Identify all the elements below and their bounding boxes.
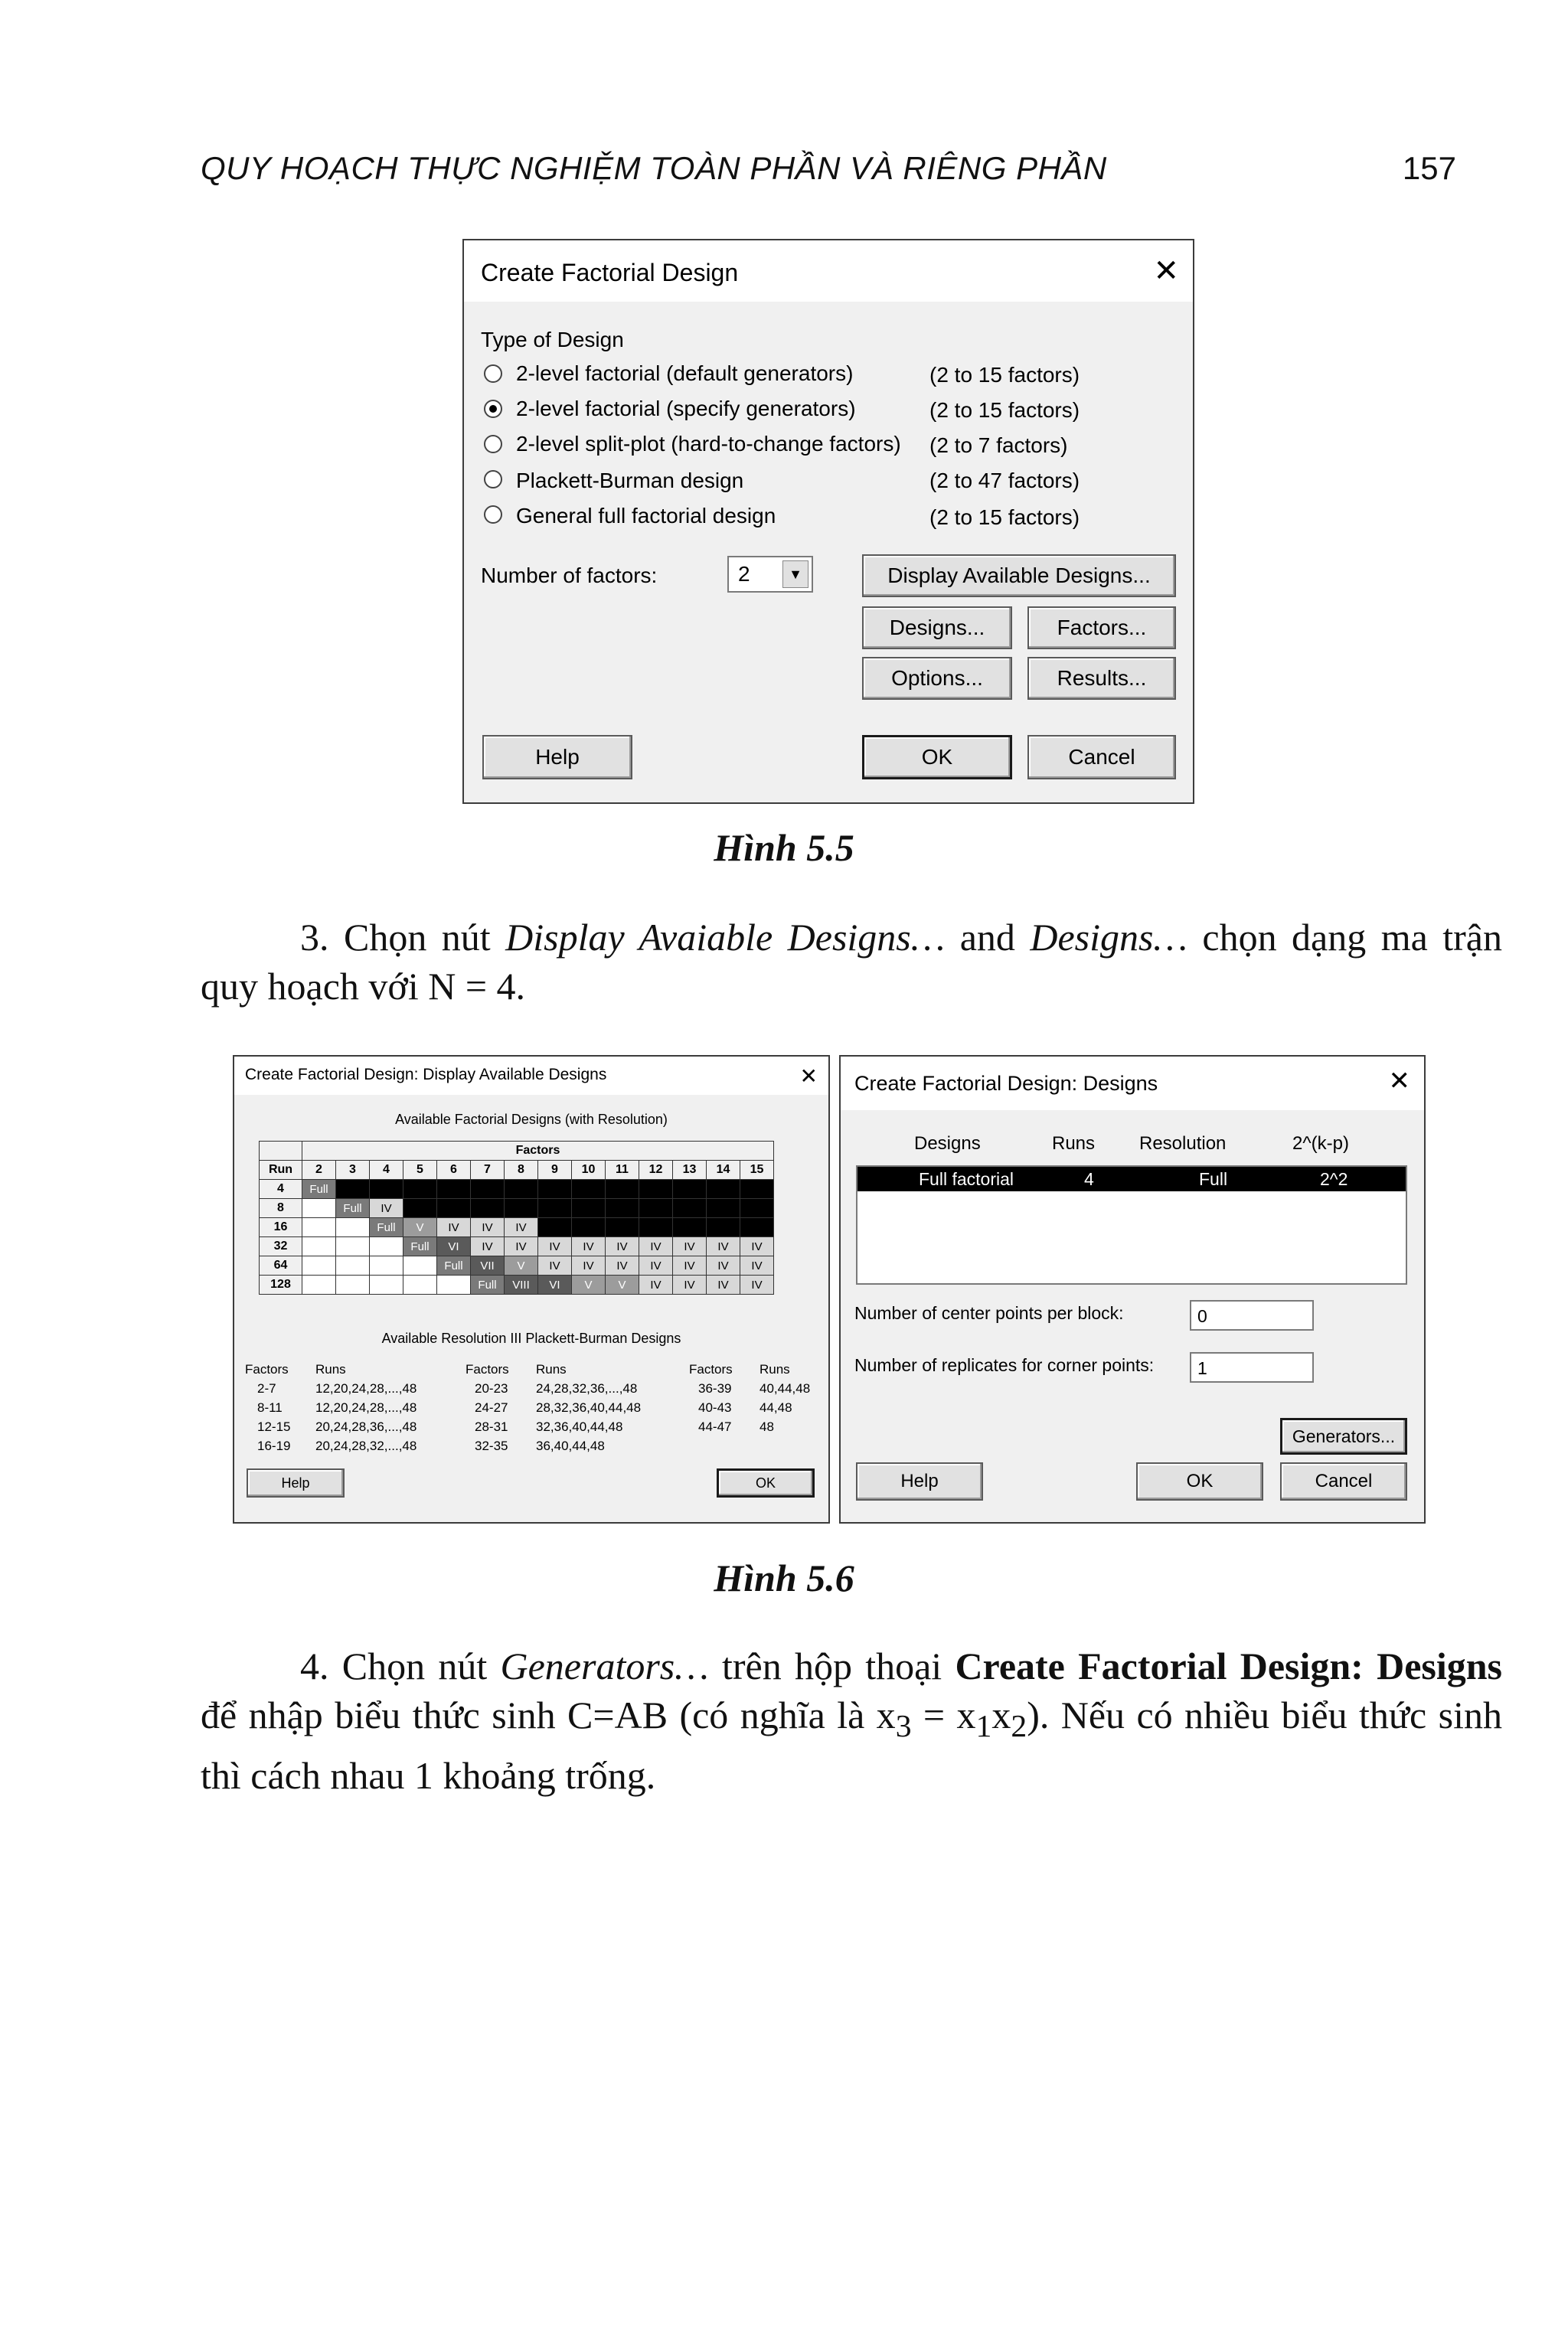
results-button[interactable] xyxy=(1027,657,1176,700)
factors-button[interactable] xyxy=(1027,606,1176,649)
resolution-cell[interactable]: Full xyxy=(437,1256,471,1276)
pb-cell: 44-47 xyxy=(698,1419,732,1434)
pb-factors xyxy=(466,1360,536,1455)
factor-col-header: 11 xyxy=(606,1161,639,1180)
help-button[interactable] xyxy=(482,735,632,779)
resolution-cell[interactable] xyxy=(302,1237,336,1256)
resolution-cell[interactable]: IV xyxy=(673,1276,707,1295)
resolution-cell[interactable] xyxy=(707,1199,740,1218)
resolution-cell[interactable] xyxy=(370,1276,403,1295)
resolution-cell[interactable] xyxy=(606,1199,639,1218)
resolution-cell[interactable]: IV xyxy=(740,1276,774,1295)
resolution-cell[interactable] xyxy=(336,1237,370,1256)
pb-factors xyxy=(245,1360,315,1455)
resolution-cell[interactable] xyxy=(437,1276,471,1295)
factor-col-header: 6 xyxy=(437,1161,471,1180)
resolution-cell[interactable] xyxy=(471,1180,505,1199)
table-row xyxy=(260,1276,774,1295)
resolution-cell[interactable]: IV xyxy=(471,1237,505,1256)
resolution-cell[interactable] xyxy=(639,1180,673,1199)
pb-column xyxy=(466,1360,641,1455)
resolution-cell[interactable]: IV xyxy=(740,1237,774,1256)
running-header-title: QUY HOẠCH THỰC NGHIỆM TOÀN PHẦN VÀ RIÊNG PHẦN xyxy=(201,150,1107,186)
design-resolution: Full xyxy=(1199,1169,1228,1189)
factor-col-header: 15 xyxy=(740,1161,774,1180)
resolution-cell[interactable] xyxy=(740,1218,774,1237)
resolution-cell[interactable] xyxy=(437,1180,471,1199)
resolution-cell[interactable]: IV xyxy=(673,1237,707,1256)
number-of-factors-value: 2 xyxy=(738,562,750,586)
option-label: General full factorial design xyxy=(516,504,776,528)
factor-col-header: 2 xyxy=(302,1161,336,1180)
run-cell: 64 xyxy=(260,1256,302,1276)
option-range: (2 to 47 factors) xyxy=(929,469,1080,492)
pb-header: Factors xyxy=(245,1362,289,1377)
design-runs: 4 xyxy=(1084,1169,1094,1189)
title-bar xyxy=(234,1057,828,1095)
step-3-paragraph xyxy=(201,913,1502,1011)
button-label: Results... xyxy=(1057,666,1147,690)
figure-caption: Hình 5.5 xyxy=(714,826,854,869)
resolution-cell[interactable] xyxy=(572,1199,606,1218)
resolution-cell[interactable]: Full xyxy=(471,1276,505,1295)
resolution-cell[interactable] xyxy=(538,1218,572,1237)
resolution-cell[interactable] xyxy=(639,1199,673,1218)
create-factorial-design-dialog xyxy=(462,239,1194,804)
run-cell: 4 xyxy=(260,1180,302,1199)
col-header-resolution: Resolution xyxy=(1139,1133,1227,1154)
pb-cell: 48 xyxy=(760,1419,774,1434)
pb-cell: 20,24,28,32,...,48 xyxy=(315,1439,417,1453)
pb-cell: 16-19 xyxy=(257,1439,291,1453)
resolution-cell[interactable]: IV xyxy=(639,1237,673,1256)
pb-cell: 12,20,24,28,...,48 xyxy=(315,1381,417,1396)
ok-button[interactable] xyxy=(862,735,1012,779)
run-cell: 128 xyxy=(260,1276,302,1295)
button-label: Options... xyxy=(891,666,983,690)
option-label: 2-level factorial (specify generators) xyxy=(516,397,856,420)
option-label: 2-level split-plot (hard-to-change factors) xyxy=(516,432,901,456)
button-label: Cancel xyxy=(1068,745,1135,769)
resolution-cell[interactable]: Full xyxy=(336,1199,370,1218)
button-label: OK xyxy=(1186,1471,1214,1491)
button-label: Cancel xyxy=(1315,1471,1373,1491)
resolution-cell[interactable] xyxy=(403,1199,437,1218)
factor-col-header: 14 xyxy=(707,1161,740,1180)
table-row xyxy=(260,1199,774,1218)
resolution-cell[interactable]: IV xyxy=(437,1218,471,1237)
option-label: Plackett-Burman design xyxy=(516,469,744,492)
ok-button[interactable] xyxy=(1136,1462,1263,1501)
run-cell: 32 xyxy=(260,1237,302,1256)
pb-cell: 28,32,36,40,44,48 xyxy=(536,1400,642,1415)
options-button[interactable] xyxy=(862,657,1012,700)
pb-cell: 32,36,40,44,48 xyxy=(536,1419,623,1434)
design-fraction: 2^2 xyxy=(1320,1169,1348,1189)
table-row xyxy=(260,1237,774,1256)
resolution-cell[interactable] xyxy=(302,1256,336,1276)
resolution-cell[interactable]: IV xyxy=(673,1256,707,1276)
resolution-cell[interactable]: IV xyxy=(505,1218,538,1237)
resolution-cell[interactable] xyxy=(336,1180,370,1199)
resolution-cell[interactable] xyxy=(302,1218,336,1237)
designs-listbox[interactable] xyxy=(856,1165,1407,1285)
resolution-cell[interactable] xyxy=(336,1218,370,1237)
option-label: 2-level factorial (default generators) xyxy=(516,361,854,385)
resolution-cell[interactable] xyxy=(370,1237,403,1256)
designs-button[interactable] xyxy=(862,606,1012,649)
figure-caption: Hình 5.6 xyxy=(714,1557,854,1599)
pb-cell: 32-35 xyxy=(475,1439,508,1453)
pb-cell: 8-11 xyxy=(257,1400,283,1415)
resolution-cell[interactable]: VI xyxy=(437,1237,471,1256)
resolution-cell[interactable] xyxy=(572,1218,606,1237)
resolution-cell[interactable]: V xyxy=(606,1276,639,1295)
resolution-cell[interactable]: IV xyxy=(707,1276,740,1295)
resolution-cell[interactable] xyxy=(639,1218,673,1237)
resolution-cell[interactable]: V xyxy=(403,1218,437,1237)
option-range: (2 to 15 factors) xyxy=(929,398,1080,422)
pb-header: Factors xyxy=(466,1362,509,1377)
number-of-factors-select[interactable] xyxy=(727,556,813,593)
table-header-row xyxy=(260,1142,774,1161)
resolution-cell[interactable]: IV xyxy=(740,1256,774,1276)
factor-col-header: 10 xyxy=(572,1161,606,1180)
close-icon[interactable]: ✕ xyxy=(1388,1067,1410,1096)
factor-col-header: 13 xyxy=(673,1161,707,1180)
pb-column xyxy=(689,1360,810,1436)
resolution-cell[interactable] xyxy=(471,1199,505,1218)
pb-cell: 12,20,24,28,...,48 xyxy=(315,1400,417,1415)
resolution-cell[interactable]: Full xyxy=(302,1180,336,1199)
replicates-input[interactable] xyxy=(1190,1352,1314,1383)
factor-col-header: 3 xyxy=(336,1161,370,1180)
strong-text: Create Factorial Design: Designs xyxy=(955,1645,1503,1687)
help-button[interactable] xyxy=(247,1468,345,1498)
resolution-cell[interactable] xyxy=(437,1199,471,1218)
col-header-designs: Designs xyxy=(914,1133,981,1154)
center-points-value: 0 xyxy=(1197,1306,1207,1326)
table-header-row xyxy=(260,1161,774,1180)
pb-cell: 12-15 xyxy=(257,1419,291,1434)
pb-header: Runs xyxy=(315,1362,346,1377)
button-label: Help xyxy=(281,1475,310,1491)
table-row xyxy=(260,1256,774,1276)
text: để nhập biểu thức sinh C=AB (có nghĩa là x xyxy=(201,1694,896,1736)
design-rows xyxy=(260,1180,774,1295)
resolution-cell[interactable] xyxy=(707,1180,740,1199)
button-label: Display Available Designs... xyxy=(887,564,1151,587)
resolution-cell[interactable]: IV xyxy=(707,1256,740,1276)
dialog-title: Create Factorial Design: Designs xyxy=(854,1072,1158,1095)
step-4-paragraph xyxy=(201,1642,1502,1800)
resolution-cell[interactable]: VI xyxy=(538,1276,572,1295)
pb-runs xyxy=(536,1360,641,1455)
option-range: (2 to 7 factors) xyxy=(929,433,1068,457)
resolution-cell[interactable] xyxy=(740,1180,774,1199)
resolution-cell[interactable]: IV xyxy=(639,1256,673,1276)
run-header: Run xyxy=(260,1161,302,1180)
title-bar xyxy=(464,240,1193,302)
cancel-button[interactable] xyxy=(1027,735,1176,779)
text: ). Nếu có nhiều biểu thức sinh thì cách nhau 1 khoảng trống. xyxy=(201,1694,1502,1797)
center-points-input[interactable] xyxy=(1190,1300,1314,1331)
resolution-cell[interactable]: V xyxy=(572,1276,606,1295)
close-icon[interactable]: ✕ xyxy=(1153,254,1179,288)
replicates-label: Number of replicates for corner points: xyxy=(854,1355,1155,1375)
pb-cell: 28-31 xyxy=(475,1419,508,1434)
factor-col-header: 7 xyxy=(471,1161,505,1180)
resolution-cell[interactable]: IV xyxy=(538,1237,572,1256)
radio-default-generators[interactable] xyxy=(484,364,502,383)
pb-cell: 36-39 xyxy=(698,1381,732,1396)
factors-header: Factors xyxy=(302,1142,774,1161)
button-label: OK xyxy=(921,745,953,769)
radio-general-full-factorial[interactable] xyxy=(484,505,502,524)
pb-cell: 2-7 xyxy=(257,1381,276,1396)
page-number: 157 xyxy=(1402,150,1456,186)
option-range: (2 to 15 factors) xyxy=(929,505,1080,529)
button-label: OK xyxy=(755,1475,776,1491)
text: = x xyxy=(911,1694,976,1736)
table-row xyxy=(260,1180,774,1199)
pb-cell: 40,44,48 xyxy=(760,1381,811,1396)
button-label: Designs... xyxy=(889,616,985,639)
run-cell: 16 xyxy=(260,1218,302,1237)
resolution-cell[interactable]: IV xyxy=(538,1256,572,1276)
resolution-cell[interactable] xyxy=(505,1180,538,1199)
resolution-cell[interactable] xyxy=(538,1180,572,1199)
resolution-cell[interactable]: Full xyxy=(370,1218,403,1237)
dialog-title: Create Factorial Design xyxy=(481,259,739,286)
pb-cell: 20,24,28,36,...,48 xyxy=(315,1419,417,1434)
radio-split-plot[interactable] xyxy=(484,435,502,453)
pb-cell: 24,28,32,36,...,48 xyxy=(536,1381,638,1396)
text: and xyxy=(945,916,1031,959)
resolution-cell[interactable]: Full xyxy=(403,1237,437,1256)
type-of-design-label: Type of Design xyxy=(481,328,624,351)
resolution-cell[interactable] xyxy=(538,1199,572,1218)
resolution-cell[interactable]: IV xyxy=(572,1256,606,1276)
pb-header: Factors xyxy=(689,1362,733,1377)
close-icon[interactable]: ✕ xyxy=(799,1064,818,1088)
display-available-designs-button[interactable] xyxy=(862,554,1176,597)
resolution-cell[interactable] xyxy=(403,1276,437,1295)
emphasis: Display Avaiable Designs… xyxy=(505,916,946,959)
pb-cell: 36,40,44,48 xyxy=(536,1439,605,1453)
display-available-designs-dialog xyxy=(233,1055,830,1524)
subscript: 2 xyxy=(1011,1709,1027,1744)
help-button[interactable] xyxy=(856,1462,983,1501)
pb-column xyxy=(245,1360,416,1455)
resolution-cell[interactable] xyxy=(505,1199,538,1218)
number-of-factors-label: Number of factors: xyxy=(481,564,658,587)
step-number: 3. Chọn nút xyxy=(300,916,506,959)
resolution-cell[interactable]: VIII xyxy=(505,1276,538,1295)
emphasis: Designs… xyxy=(1030,916,1187,959)
option-range: (2 to 15 factors) xyxy=(929,363,1080,387)
text: trên hộp thoại xyxy=(708,1645,956,1687)
radio-specify-generators[interactable] xyxy=(484,400,502,418)
title-bar xyxy=(841,1057,1424,1110)
resolution-cell[interactable]: IV xyxy=(639,1276,673,1295)
resolution-cell[interactable] xyxy=(370,1256,403,1276)
step-number: 4. Chọn nút xyxy=(300,1645,501,1687)
list-item[interactable] xyxy=(858,1167,1406,1191)
resolution-cell[interactable] xyxy=(707,1218,740,1237)
generators-button[interactable] xyxy=(1280,1418,1407,1455)
designs-dialog xyxy=(839,1055,1426,1524)
pb-header: Runs xyxy=(536,1362,567,1377)
resolution-cell[interactable] xyxy=(740,1199,774,1218)
pb-runs xyxy=(315,1360,416,1455)
resolution-cell[interactable]: VII xyxy=(471,1256,505,1276)
resolution-cell[interactable] xyxy=(302,1276,336,1295)
pb-cell: 24-27 xyxy=(475,1400,508,1415)
resolution-cell[interactable]: IV xyxy=(606,1256,639,1276)
ok-button[interactable] xyxy=(717,1468,815,1498)
resolution-cell[interactable]: IV xyxy=(471,1218,505,1237)
resolution-cell[interactable] xyxy=(673,1218,707,1237)
col-header-runs: Runs xyxy=(1052,1133,1096,1154)
center-points-label: Number of center points per block: xyxy=(854,1303,1124,1323)
resolution-cell[interactable] xyxy=(403,1256,437,1276)
resolution-cell[interactable] xyxy=(336,1256,370,1276)
factor-col-header: 8 xyxy=(505,1161,538,1180)
button-label: Factors... xyxy=(1057,616,1147,639)
pb-cell: 40-43 xyxy=(698,1400,732,1415)
resolution-cell[interactable] xyxy=(370,1180,403,1199)
resolution-cell[interactable] xyxy=(673,1180,707,1199)
resolution-cell[interactable] xyxy=(403,1180,437,1199)
button-label: Help xyxy=(900,1471,939,1491)
factor-col-header: 4 xyxy=(370,1161,403,1180)
resolution-cell[interactable]: V xyxy=(505,1256,538,1276)
emphasis: Generators… xyxy=(500,1645,709,1687)
cancel-button[interactable] xyxy=(1280,1462,1407,1501)
subscript: 1 xyxy=(975,1709,992,1744)
resolution-cell[interactable]: IV xyxy=(572,1237,606,1256)
resolution-cell[interactable]: IV xyxy=(606,1237,639,1256)
radio-plackett-burman[interactable] xyxy=(484,470,502,488)
design-name: Full factorial xyxy=(919,1169,1014,1189)
resolution-cell[interactable]: IV xyxy=(505,1237,538,1256)
resolution-cell[interactable] xyxy=(336,1276,370,1295)
resolution-cell[interactable] xyxy=(673,1199,707,1218)
designs-table-title: Available Factorial Designs (with Resolution) xyxy=(395,1112,668,1127)
resolution-cell[interactable] xyxy=(606,1180,639,1199)
plackett-burman-title: Available Resolution III Plackett-Burman Designs xyxy=(381,1331,681,1346)
pb-cell: 20-23 xyxy=(475,1381,508,1396)
pb-header: Runs xyxy=(760,1362,790,1377)
pb-runs xyxy=(760,1360,810,1436)
pb-cell: 44,48 xyxy=(760,1400,792,1415)
replicates-value: 1 xyxy=(1197,1358,1207,1378)
chevron-down-icon[interactable]: ▼ xyxy=(782,560,808,588)
table-corner xyxy=(260,1142,302,1161)
text: chọn dạng ma trận quy hoạch với N = 4. xyxy=(201,916,1502,1008)
col-header-fraction: 2^(k-p) xyxy=(1292,1133,1349,1154)
resolution-cell[interactable] xyxy=(572,1180,606,1199)
available-designs-table xyxy=(259,1141,774,1295)
resolution-cell[interactable] xyxy=(302,1199,336,1218)
button-label: Help xyxy=(535,745,580,769)
resolution-cell[interactable]: IV xyxy=(370,1199,403,1218)
pb-factors xyxy=(689,1360,760,1436)
text: x xyxy=(991,1694,1011,1736)
resolution-cell[interactable] xyxy=(606,1218,639,1237)
run-cell: 8 xyxy=(260,1199,302,1218)
resolution-cell[interactable]: IV xyxy=(707,1237,740,1256)
table-row xyxy=(260,1218,774,1237)
factor-col-header: 9 xyxy=(538,1161,572,1180)
button-label: Generators... xyxy=(1292,1426,1396,1446)
subscript: 3 xyxy=(895,1709,912,1744)
dialog-title: Create Factorial Design: Display Available Designs xyxy=(245,1066,607,1083)
factor-col-header: 12 xyxy=(639,1161,673,1180)
factor-col-header: 5 xyxy=(403,1161,437,1180)
